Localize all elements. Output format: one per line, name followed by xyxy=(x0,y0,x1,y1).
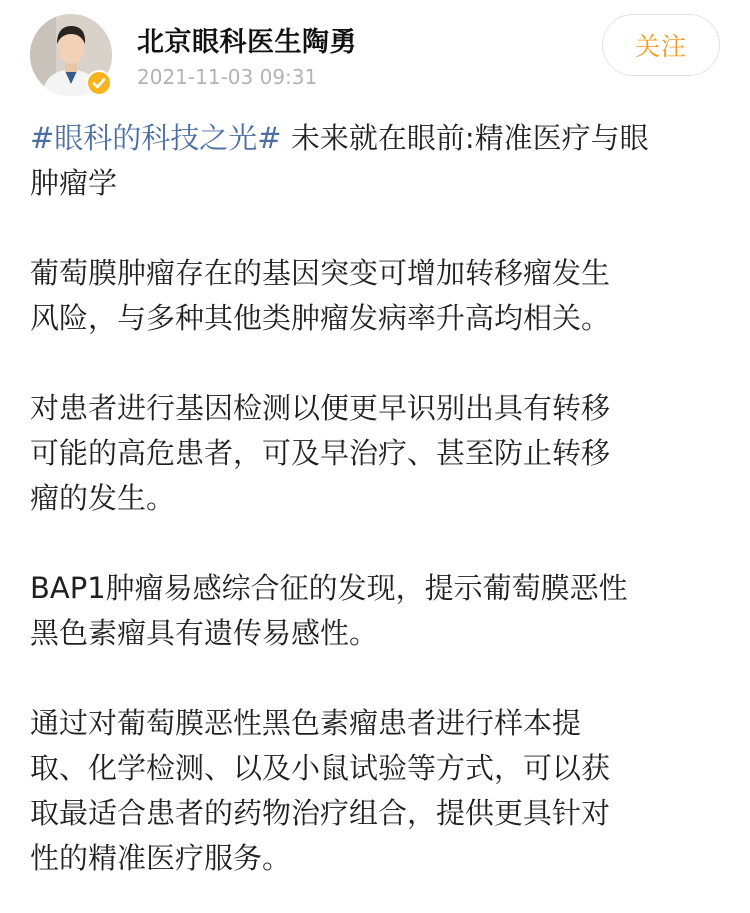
post-title xyxy=(30,116,730,206)
paragraph-line: 对患者进行基因检测以便更早识别出具有转移 xyxy=(30,391,611,425)
post-header xyxy=(0,0,750,110)
paragraph xyxy=(30,386,730,521)
follow-button[interactable]: 关注 xyxy=(602,14,720,76)
paragraph-line: 取最适合患者的药物治疗组合，提供更具针对 xyxy=(30,796,611,830)
paragraph xyxy=(30,251,730,341)
paragraph-line: 性的精准医疗服务。 xyxy=(30,841,292,875)
hashtag-link[interactable]: #眼科的科技之光# xyxy=(30,121,282,155)
paragraph-line: 取、化学检测、以及小鼠试验等方式，可以获 xyxy=(30,751,611,785)
post-body xyxy=(30,116,730,881)
paragraph-line: 葡萄膜肿瘤存在的基因突变可增加转移瘤发生 xyxy=(30,256,611,290)
paragraph xyxy=(30,566,730,656)
paragraph xyxy=(30,701,730,881)
title-text-line2: 肿瘤学 xyxy=(30,166,118,200)
paragraph-line: BAP1肿瘤易感综合征的发现，提示葡萄膜恶性 xyxy=(30,571,628,605)
author-name[interactable]: 北京眼科医生陶勇 xyxy=(137,27,357,58)
paragraph-line: 风险，与多种其他类肿瘤发病率升高均相关。 xyxy=(30,301,611,335)
paragraph-line: 可能的高危患者，可及早治疗、甚至防止转移 xyxy=(30,436,611,470)
paragraph-line: 黑色素瘤具有遗传易感性。 xyxy=(30,616,379,650)
paragraph-line: 通过对葡萄膜恶性黑色素瘤患者进行样本提 xyxy=(30,706,582,740)
paragraph-line: 瘤的发生。 xyxy=(30,481,176,515)
verified-badge-icon xyxy=(86,70,112,96)
title-text: 未来就在眼前:精准医疗与眼 xyxy=(281,121,649,155)
post-timestamp: 2021-11-03 09:31 xyxy=(137,65,318,89)
